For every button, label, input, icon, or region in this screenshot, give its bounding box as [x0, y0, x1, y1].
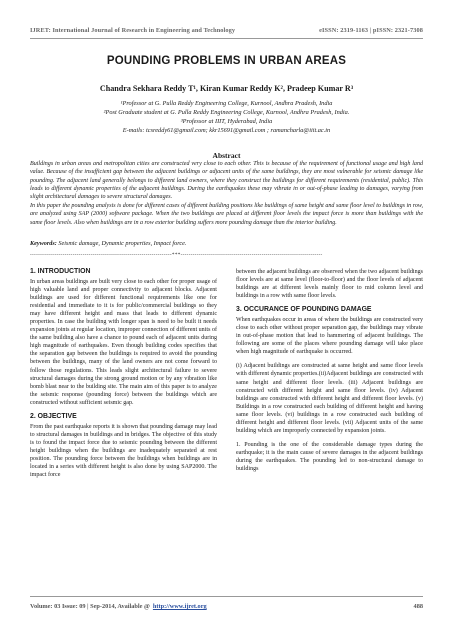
paper-title: POUNDING PROBLEMS IN URBAN AREAS — [106, 55, 347, 67]
journal-link[interactable]: http://www.ijret.org — [152, 603, 207, 610]
abstract-paragraph-1: Buildings in urban areas and metropolitan cities are constructed very close to each other. This is because of the requirement of functional usage and high land value. Because of the insufficient gap between the adjacent buildings or adjacent units of the same buildings, they are most vulnerable for seismic damage like pounding. The adjacent land generally belongs to different land owners, where they construct the buildings for different requirements (residential, public). This leads to different dynamic properties of the adjacent buildings. During the earthquakes these may vibrate in or out-of-phase leading to damages, varying from slight architectural damages to severe structural damages. — [30, 161, 423, 201]
keywords-text: Seismic damage, Dynamic properties, Impact force. — [58, 240, 187, 247]
section-separator: ----------------------------------------------------------------------***---------------------------------------------------------------------- — [30, 252, 323, 258]
header-rule — [30, 38, 423, 39]
page-number: 488 — [413, 603, 423, 610]
objective-continuation: between the adjacent buildings are observed when the two adjacent buildings floor levels are at same level (floor-to-floor) and the floor levels of adjacent buildings are at different levels mainly floor to mid column level and buildings in a row with same floor levels. — [236, 269, 423, 300]
occurrence-heading: 3. OCCURANCE OF POUNDING DAMAGE — [236, 306, 372, 314]
occurrence-paragraph-1: When earthquakes occur in areas of where the buildings are constructed very close to each other without proper separation gap, the buildings may vibrate in out-of-phase motion that lead to hammering of adjacent buildings. The following are some of the places where pounding damage will take place when high magnitude of earthquake is occurred. — [236, 317, 423, 356]
affiliation-1: ¹Professor at G. Pulla Reddy Engineering College, Kurnool, Andhra Pradesh, India — [120, 100, 333, 107]
authors: Chandra Sekhara Reddy T¹, Kiran Kumar Reddy K², Pradeep Kumar R³ — [99, 84, 354, 93]
journal-name: IJRET: International Journal of Research in Engineering and Technology — [30, 27, 236, 34]
affiliation-3: ³Professor at IIIT, Hyderabad, India — [180, 118, 273, 125]
page-footer — [30, 603, 423, 610]
right-column — [236, 268, 423, 479]
keywords-label: Keywords: — [30, 240, 57, 247]
journal-header — [30, 27, 423, 34]
abstract-paragraph-2: In this paper the pounding analysis is done for different cases of different building positions like buildings of same height and same floor level to buildings in row, are analyzed using SAP (2000) software package. When the two buildings are placed at different floor levels the impact force is more than buildings with the same floor levels. Also when buildings are in a row exterior building suffers more pounding damage than the interior building. — [30, 203, 423, 226]
objective-paragraph: From the past earthquake reports it is shown that pounding damage may lead to structural damages in buildings and in bridges. The objective of this study is to found the impact force due to seismic pounding between the different height buildings when the buildings are inadequately separated at rest position. The pounding force between the buildings when buildings are in located in a series with different height is also done by using SAP2000. The impact force — [30, 423, 217, 479]
introduction-paragraph: In urban areas buildings are built very close to each other for proper usage of high valuable land and proper connectivity to adjacent blocks. Adjacent buildings are used for different functional requirements like one for residential and immediate to it is for public/commercial buildings so they may have different height and mass that leads to different dynamic properties. In case the building with longer span is need to be built it needs expansion joints at regular location, improper connection of different units of the same building also have a chance to pound each of adjacent units during high magnitude of earthquakes. Even though building codes specifies that the separation gap between the buildings is required to avoid the pounding between the buildings, many of the land owners are not come forward to follow those regulations. This leads slight architectural failure to severe structural damages during the strong ground motion or by any vibration like bomb blast near to the building site. The main aim of this paper is to analyze the seismic response (pounding force) between the buildings which are constructed without sufficient seismic gap. — [30, 279, 217, 406]
volume-info: Volume: 03 Issue: 09 | Sep-2014, Available @ — [30, 603, 150, 610]
occurrence-paragraph-2: (i) Adjacent buildings are constructed at same height and same floor levels with different dynamic properties.(ii)Adjacent buildings are constructed with same height and different floor levels. (iii) Adjacent buildings are constructed with different height and same floor levels. (iv) Adjacent buildings are constructed with different height and different floor levels. (v) Buildings in a row constructed each building of different height and having same floor levels. (vi) buildings in a row constructed each building of different height and different floor levels. (vii) Adjacent units of the same building which are improperly connected by expansion joints. — [236, 363, 423, 434]
footer-rule — [30, 596, 423, 597]
occurrence-paragraph-3: 1. Pounding is the one of the considerable damage types during the earthquake; it is the main cause of severe damages in the adjacent buildings during the earthquakes. The pounding led to non-structural damage to buildings — [236, 441, 423, 472]
left-column — [30, 268, 217, 485]
introduction-heading: 1. INTRODUCTION — [30, 268, 91, 275]
objective-heading: 2. OBJECTIVE — [30, 412, 77, 420]
author-emails: E-mails: tcsreddy61@gmail.com; kkr15691@gmail.com ; ramancharla@iiit.ac.in — [122, 127, 331, 134]
abstract-heading: Abstract — [212, 151, 241, 160]
keywords — [30, 240, 423, 247]
issn: eISSN: 2319-1163 | pISSN: 2321-7308 — [319, 27, 423, 34]
affiliation-2: ²Post Graduate student at G. Pulla Reddy Engineering College, Kurnool, Andhra Pradesh, India. — [103, 109, 350, 116]
